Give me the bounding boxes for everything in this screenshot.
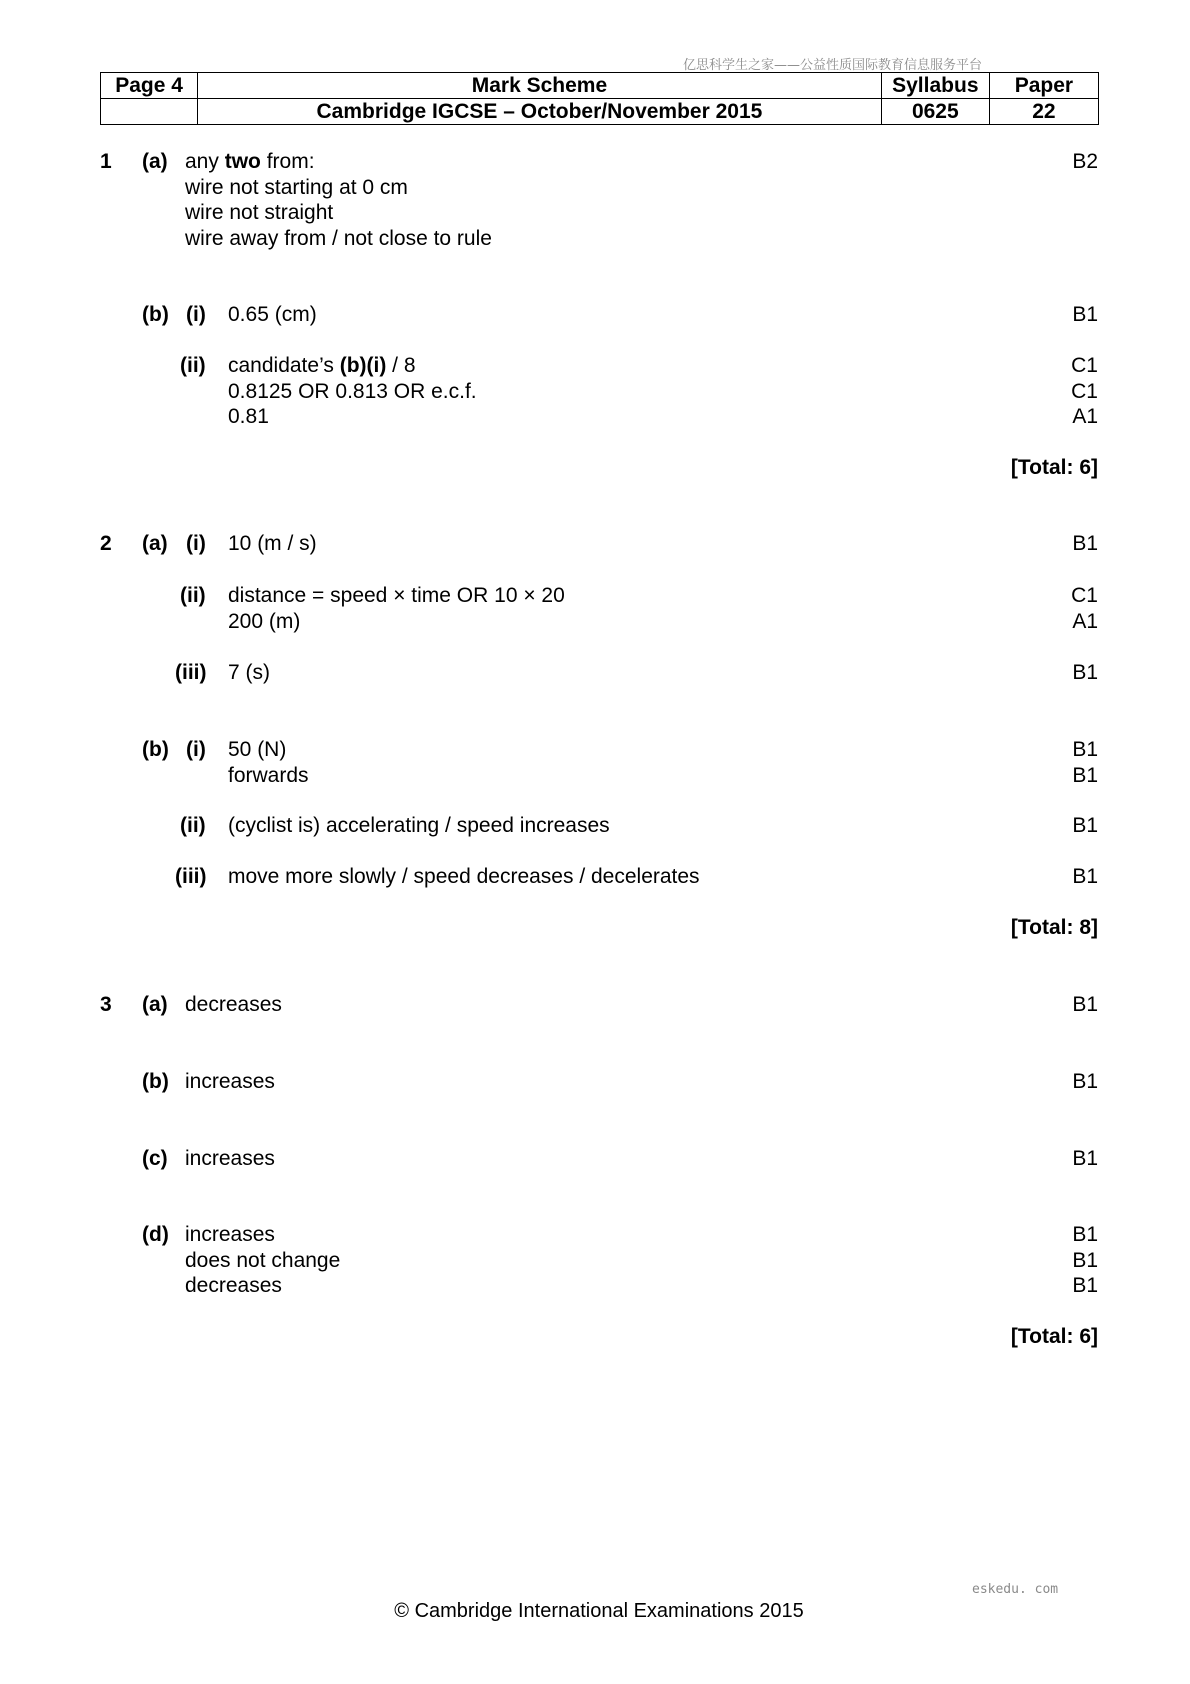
q1-a-mark: B2	[1072, 150, 1098, 173]
q3-d-line-2: does not change	[185, 1248, 341, 1272]
q2-b-i-mark-1: B1	[1072, 738, 1098, 761]
q2-a-ii-line-2: 200 (m)	[228, 609, 301, 633]
q1-b-ii-line-1: candidate’s (b)(i) / 8	[228, 354, 416, 377]
q2-a-i-label: (i)	[186, 532, 206, 555]
q3-d-mark-1: B1	[1072, 1223, 1098, 1246]
q2-b-label: (b)	[142, 738, 169, 761]
q3-c-label: (c)	[142, 1147, 168, 1170]
q2-a-iii-mark: B1	[1072, 661, 1098, 684]
q2-b-i-mark-2: B1	[1072, 763, 1098, 787]
q2-b-iii-label: (iii)	[175, 865, 207, 888]
question-3-number: 3	[100, 993, 112, 1016]
q3-a-answer: decreases	[185, 993, 282, 1016]
q3-d-line-1: increases	[185, 1223, 275, 1246]
question-2-number: 2	[100, 532, 112, 555]
q2-a-ii-mark-1: C1	[1071, 584, 1098, 607]
q2-b-iii-mark: B1	[1072, 865, 1098, 888]
empty-cell	[101, 99, 198, 125]
document-title: Mark Scheme	[198, 73, 882, 99]
q2-a-ii-mark-2: A1	[1072, 609, 1098, 633]
q3-d-mark-3: B1	[1072, 1274, 1098, 1297]
q2-a-label: (a)	[142, 532, 168, 555]
question-1-number: 1	[100, 150, 112, 173]
q2-b-ii-answer: (cyclist is) accelerating / speed increases	[228, 814, 610, 837]
q3-b-answer: increases	[185, 1070, 275, 1093]
q3-d-label: (d)	[142, 1223, 169, 1246]
watermark-text: 亿思科学生之家——公益性质国际教育信息服务平台	[683, 58, 983, 73]
q2-b-ii-mark: B1	[1072, 814, 1098, 837]
q1-total: [Total: 6]	[1010, 456, 1098, 479]
q3-total: [Total: 6]	[1010, 1325, 1098, 1348]
q3-b-label: (b)	[142, 1070, 169, 1093]
q1-a-line-1: wire not starting at 0 cm	[185, 175, 408, 199]
paper-label: Paper	[989, 73, 1098, 99]
q2-a-i-answer: 10 (m / s)	[228, 532, 317, 555]
q2-b-i-label: (i)	[186, 738, 206, 761]
q3-a-label: (a)	[142, 993, 168, 1016]
q1-b-ii-line-2: 0.8125 OR 0.813 OR e.c.f.	[228, 379, 477, 403]
site-watermark: eskedu. com	[972, 1582, 1059, 1597]
q3-d-line-3: decreases	[185, 1274, 282, 1297]
q2-a-ii-line-1: distance = speed × time OR 10 × 20	[228, 584, 565, 607]
q1-b-ii-mark-3: A1	[1072, 405, 1098, 428]
q1-b-ii-line-3: 0.81	[228, 405, 269, 428]
q1-b-i-answer: 0.65 (cm)	[228, 303, 317, 326]
q2-b-iii-answer: move more slowly / speed decreases / decelerates	[228, 865, 700, 888]
q1-a-line-2: wire not straight	[185, 201, 334, 224]
q3-b-mark: B1	[1072, 1070, 1098, 1093]
q1-b-ii-mark-1: C1	[1071, 354, 1098, 377]
q2-a-i-mark: B1	[1072, 532, 1098, 555]
q3-a-mark: B1	[1072, 993, 1098, 1016]
q2-a-iii-label: (iii)	[175, 661, 207, 684]
copyright-footer: © Cambridge International Examinations 2015	[394, 1600, 804, 1622]
q1-a-label: (a)	[142, 150, 168, 173]
q3-d-mark-2: B1	[1072, 1248, 1098, 1272]
q2-b-ii-label: (ii)	[180, 814, 206, 837]
syllabus-code: 0625	[881, 99, 989, 125]
q1-b-ii-label: (ii)	[180, 354, 206, 377]
q2-a-iii-answer: 7 (s)	[228, 661, 270, 684]
q3-c-mark: B1	[1072, 1147, 1098, 1170]
paper-number: 22	[989, 99, 1098, 125]
q2-total: [Total: 8]	[1010, 916, 1098, 939]
q1-b-label: (b)	[142, 303, 169, 326]
q2-a-ii-label: (ii)	[180, 584, 206, 607]
q1-b-i-label: (i)	[186, 303, 206, 326]
page-number: Page 4	[101, 73, 198, 99]
q1-a-intro: any two from:	[185, 150, 315, 173]
q1-a-line-3: wire away from / not close to rule	[185, 226, 492, 250]
q2-b-i-line-1: 50 (N)	[228, 738, 287, 761]
q2-b-i-line-2: forwards	[228, 763, 309, 787]
header-table	[100, 72, 1099, 125]
q1-b-ii-mark-2: C1	[1071, 379, 1098, 403]
exam-title: Cambridge IGCSE – October/November 2015	[198, 99, 882, 125]
q3-c-answer: increases	[185, 1147, 275, 1170]
q1-b-i-mark: B1	[1072, 303, 1098, 326]
syllabus-label: Syllabus	[881, 73, 989, 99]
